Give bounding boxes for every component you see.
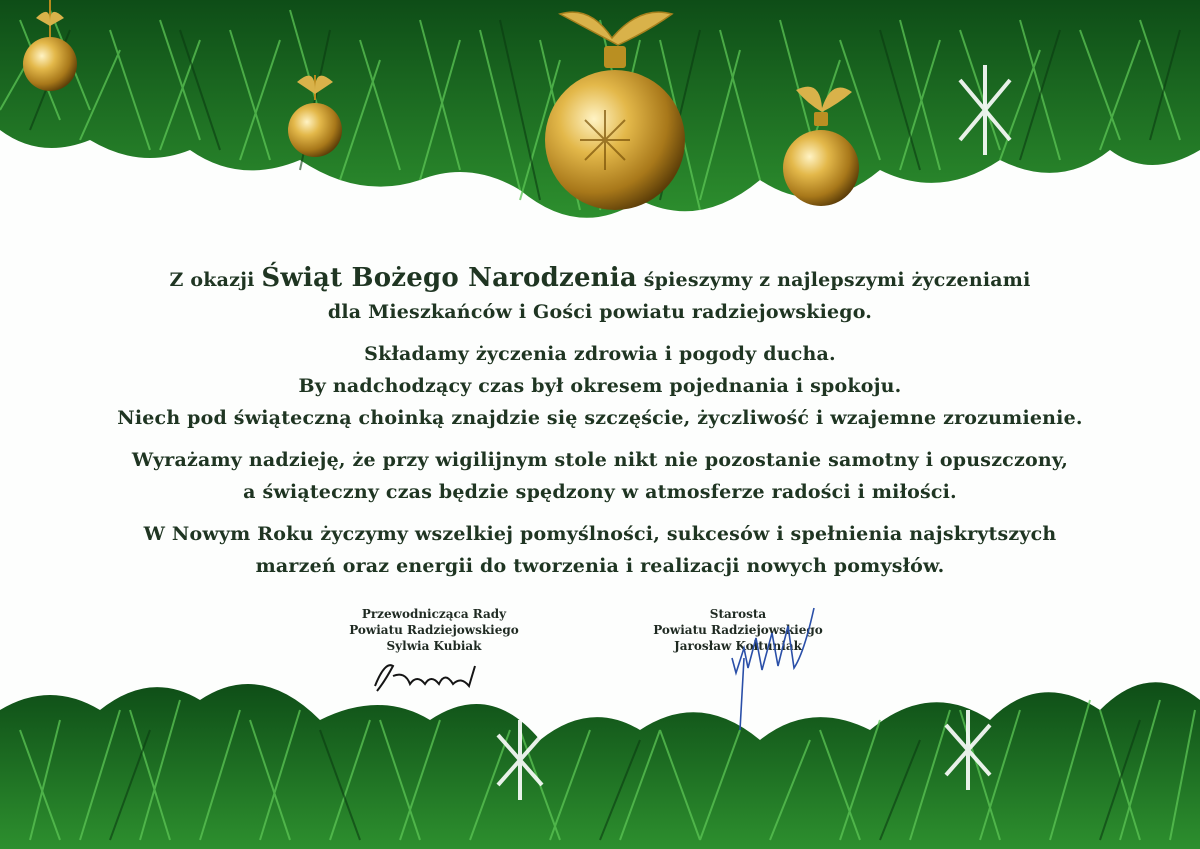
signatory-name: Jarosław Kołtuniak — [674, 639, 802, 653]
greeting-line-7: a świąteczny czas będzie spędzony w atmosferze radości i miłości. — [243, 481, 957, 503]
signatory-role: Starosta — [709, 607, 767, 621]
greeting-line-9: marzeń oraz energii do tworzenia i realizacji nowych pomysłów. — [255, 555, 945, 577]
signatory-name: Sylwia Kubiak — [386, 639, 482, 653]
greeting-line-1: Z okazji Świąt Bożego Narodzenia śpieszymy z najlepszymi życzeniami — [169, 263, 1031, 293]
greeting-line-3: Składamy życzenia zdrowia i pogody ducha. — [364, 343, 836, 365]
greeting-line-5: Niech pod świąteczną choinką znajdzie się szczęście, życzliwość i wzajemne zrozumienie. — [117, 407, 1083, 429]
greeting-line-8: W Nowym Roku życzymy wszelkiej pomyślności, sukcesów i spełnienia najskrytszych — [143, 523, 1057, 545]
greeting-line-2: dla Mieszkańców i Gości powiatu radziejowskiego. — [327, 301, 873, 323]
handwritten-signature-right — [714, 598, 834, 733]
signatory-role: Przewodnicząca Rady — [361, 607, 507, 621]
signatory-org: Powiatu Radziejowskiego — [653, 623, 823, 637]
bottom-pine-garland — [0, 640, 1200, 849]
handwritten-signature-left — [365, 656, 495, 696]
signatory-org: Powiatu Radziejowskiego — [349, 623, 519, 637]
holiday-name: Świąt Bożego Narodzenia — [261, 263, 637, 293]
greeting-line-4: By nadchodzący czas był okresem pojednania i spokoju. — [298, 375, 902, 397]
greeting-text — [40, 262, 1160, 582]
top-pine-garland — [0, 0, 1200, 250]
greeting-line-6: Wyrażamy nadzieję, że przy wigilijnym stole nikt nie pozostanie samotny i opuszczony, — [131, 449, 1069, 471]
signature-block-left — [274, 606, 594, 654]
